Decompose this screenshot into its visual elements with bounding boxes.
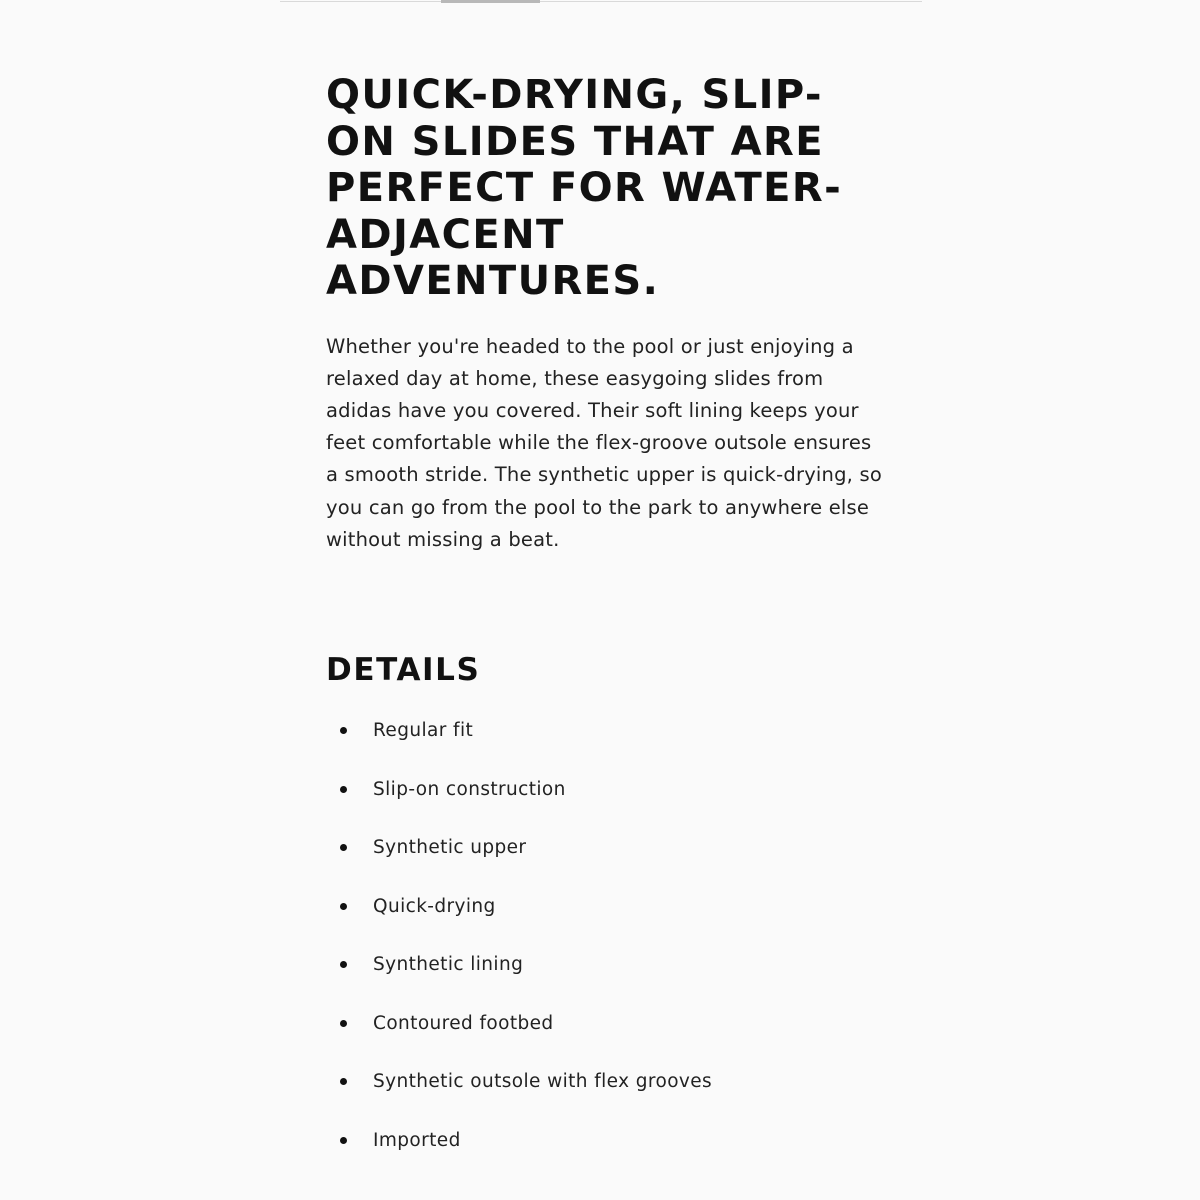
product-headline: QUICK-DRYING, SLIP-ON SLIDES THAT ARE PERFECT FOR WATER-ADJACENT ADVENTURES. (326, 72, 843, 304)
details-item-label: Slip-on construction (373, 778, 566, 800)
details-item (326, 1122, 886, 1181)
bullet-icon (340, 1137, 347, 1144)
details-item-label: Synthetic lining (373, 954, 524, 975)
details-item-label: Synthetic outsole with flex grooves (373, 1071, 713, 1092)
bullet-icon (340, 727, 347, 734)
details-item-label: Regular fit (373, 720, 474, 741)
details-item (326, 946, 886, 1005)
bullet-icon (340, 1078, 347, 1085)
bullet-icon (340, 961, 347, 968)
details-item (326, 888, 886, 947)
bullet-icon (340, 786, 347, 793)
details-item-label: Imported (373, 1129, 461, 1151)
details-item (326, 829, 886, 888)
bullet-icon (340, 844, 347, 851)
bullet-icon (340, 903, 347, 910)
bullet-icon (340, 1020, 347, 1027)
product-description: Whether you're headed to the pool or just enjoying a relaxed day at home, these easygoing slides from adidas have you covered. Their soft lining keeps your feet comfortable while the flex-groove outsole ensures a smooth stride. The synthetic upper is quick-drying, so you can go from the pool to the park to anywhere else without missing a beat. (326, 334, 882, 551)
details-item (326, 1005, 886, 1064)
details-item-label: Contoured footbed (373, 1012, 554, 1034)
details-item (326, 712, 886, 771)
details-list (326, 712, 886, 1180)
details-item-label: Quick-drying (373, 895, 496, 917)
details-item (326, 771, 886, 830)
details-heading: DETAILS (326, 652, 481, 688)
details-item-label: Synthetic upper (373, 837, 527, 858)
product-description-section (326, 72, 896, 556)
top-divider (280, 1, 922, 2)
details-item (326, 1063, 886, 1122)
active-tab-indicator (441, 0, 540, 3)
